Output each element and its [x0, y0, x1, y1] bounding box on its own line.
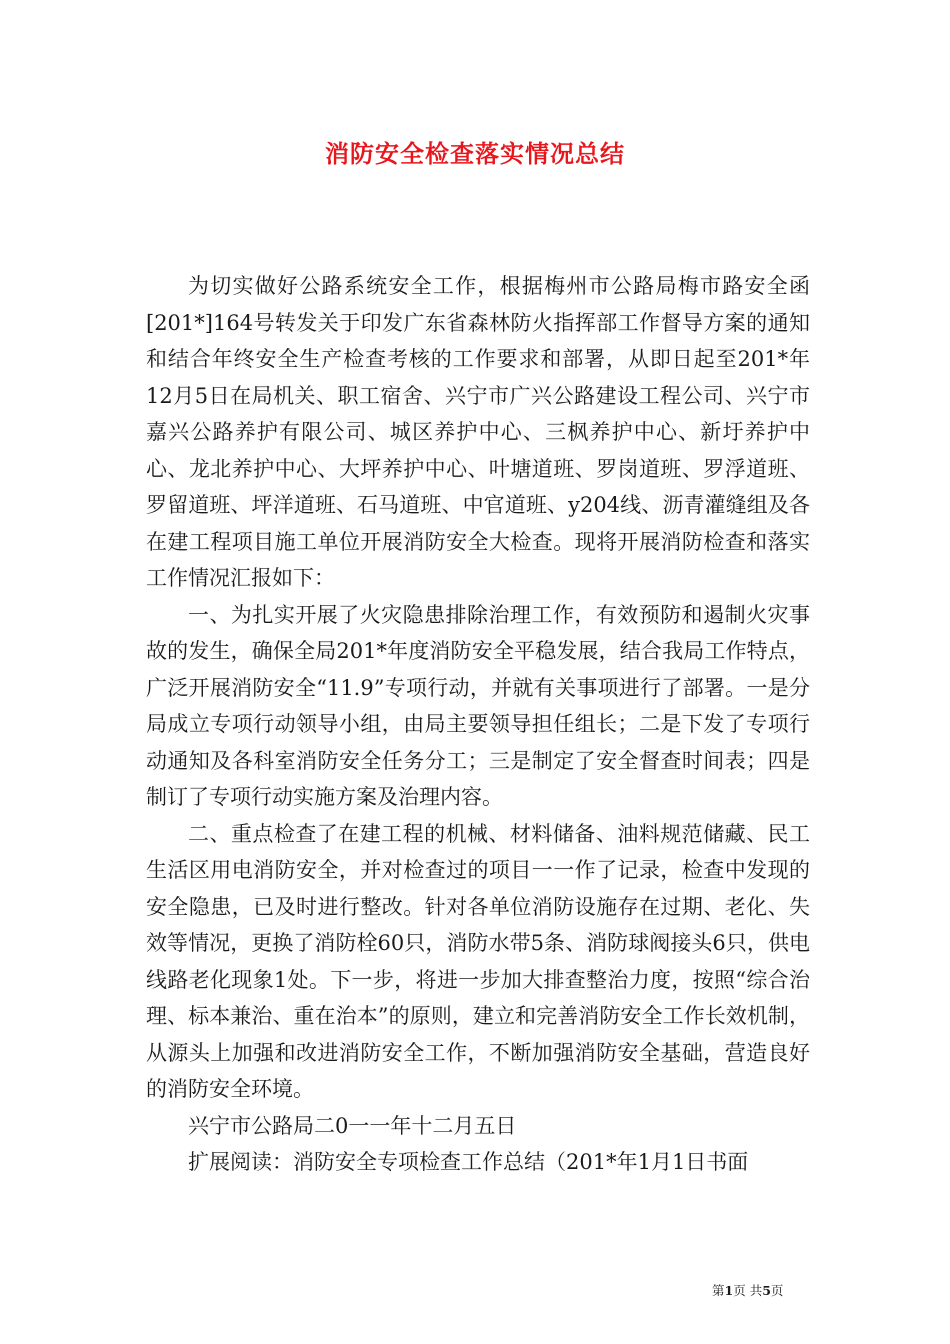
page-number-footer — [712, 1281, 783, 1299]
footer-total-pages: 5 — [762, 1283, 771, 1298]
extended-reading-line: 扩展阅读：消防安全专项检查工作总结（201*年1月1日书面 — [188, 1150, 749, 1174]
paragraph-intro: 为切实做好公路系统安全工作，根据梅州市公路局梅市路安全函[201*]164号转发关于印发广东省森林防火指挥部工作督导方案的通知和结合年终安全生产检查考核的工作要求和部署，从即日起至201*年12月5日在局机关、职工宿舍、兴宁市广兴公路建设工程公司、兴宁市嘉兴公路养护有限公司、城区养护中心、三枫养护中心、新圩养护中心、龙北养护中心、大坪养护中心、叶塘道班、罗岗道班、罗浮道班、罗留道班、坪洋道班、石马道班、中官道班、y204线、沥青灌缝组及各在建工程项目施工单位开展消防安全大检查。现将开展消防检查和落实工作情况汇报如下： — [146, 274, 810, 590]
footer-prefix: 第 — [712, 1283, 725, 1298]
paragraph-section-two: 二、重点检查了在建工程的机械、材料储备、油料规范储藏、民工生活区用电消防安全，并对检查过的项目一一作了记录，检查中发现的安全隐患，已及时进行整改。针对各单位消防设施存在过期、老化、失效等情况，更换了消防栓60只，消防水带5条、消防球阀接头6只，供电线路老化现象1处。下一步，将进一步加大排查整治力度，按照“综合治理、标本兼治、重在治本”的原则，建立和完善消防安全工作长效机制，从源头上加强和改进消防安全工作，不断加强消防安全基础，营造良好的消防安全环境。 — [146, 821, 810, 1101]
signature-date-line: 兴宁市公路局二0一一年十二月五日 — [188, 1113, 517, 1138]
document-body — [146, 268, 810, 1181]
page-title: 消防安全检查落实情况总结 — [325, 139, 625, 168]
paragraph-section-one: 一、为扎实开展了火灾隐患排除治理工作，有效预防和遏制火灾事故的发生，确保全局201*年度消防安全平稳发展，结合我局工作特点，广泛开展消防安全“11.9”专项行动，并就有关事项进行了部署。一是分局成立专项行动领导小组，由局主要领导担任组长；二是下发了专项行动通知及各科室消防安全任务分工；三是制定了安全督查时间表；四是制订了专项行动实施方案及治理内容。 — [146, 602, 810, 809]
footer-middle: 页 共 — [733, 1283, 763, 1298]
footer-current-page: 1 — [724, 1283, 734, 1298]
footer-suffix: 页 — [770, 1283, 784, 1298]
